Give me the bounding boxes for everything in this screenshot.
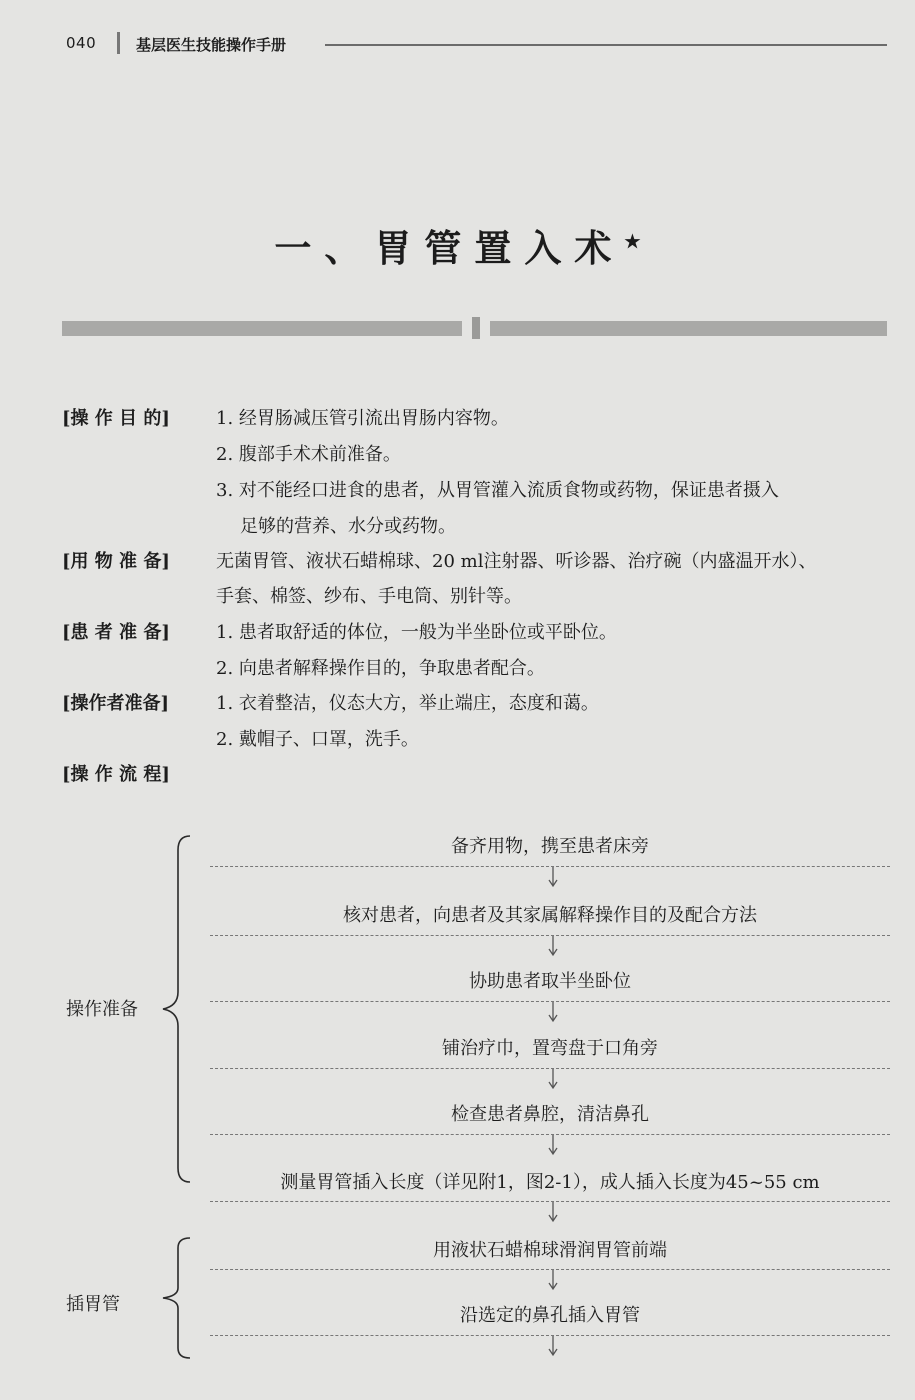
materials-label: [用 物 准 备] bbox=[62, 551, 170, 572]
flow-step: 检查患者鼻腔，清洁鼻孔 bbox=[451, 1104, 649, 1125]
flow-step: 备齐用物，携至患者床旁 bbox=[451, 836, 649, 857]
arrow-down-icon bbox=[547, 867, 559, 889]
arrow-down-icon bbox=[547, 936, 559, 958]
page-number: 040 bbox=[66, 34, 97, 52]
header-divider bbox=[117, 32, 120, 54]
running-title: 基层医生技能操作手册 bbox=[136, 36, 287, 54]
title-bar-right bbox=[490, 321, 887, 336]
patient-label: [患 者 准 备] bbox=[62, 622, 170, 643]
purpose-line: 1. 经胃肠减压管引流出胃肠内容物。 bbox=[216, 408, 509, 429]
flow-step: 测量胃管插入长度（详见附1，图2-1），成人插入长度为45~55 cm bbox=[280, 1172, 820, 1193]
brace-icon bbox=[160, 1236, 194, 1360]
brace-icon bbox=[160, 834, 194, 1184]
header-rule bbox=[325, 44, 887, 46]
arrow-down-icon bbox=[547, 1002, 559, 1024]
arrow-down-icon bbox=[547, 1270, 559, 1292]
patient-line: 1. 患者取舒适的体位，一般为半坐卧位或平卧位。 bbox=[216, 622, 617, 643]
flow-step: 沿选定的鼻孔插入胃管 bbox=[460, 1305, 640, 1326]
purpose-line: 2. 腹部手术术前准备。 bbox=[216, 444, 401, 465]
operator-line: 1. 衣着整洁，仪态大方，举止端庄，态度和蔼。 bbox=[216, 693, 599, 714]
title-bar-center bbox=[472, 317, 480, 339]
section-title bbox=[0, 218, 915, 272]
operator-line: 2. 戴帽子、口罩，洗手。 bbox=[216, 729, 419, 750]
star-mark: ★ bbox=[624, 231, 641, 253]
purpose-line: 3. 对不能经口进食的患者，从胃管灌入流质食物或药物，保证患者摄入 bbox=[216, 480, 779, 501]
title-bar-left bbox=[62, 321, 462, 336]
arrow-down-icon bbox=[547, 1135, 559, 1157]
flow-group-label: 操作准备 bbox=[66, 999, 138, 1020]
flow-step: 核对患者，向患者及其家属解释操作目的及配合方法 bbox=[343, 905, 757, 926]
materials-line: 手套、棉签、纱布、手电筒、别针等。 bbox=[216, 586, 522, 607]
materials-line: 无菌胃管、液状石蜡棉球、20 ml注射器、听诊器、治疗碗（内盛温开水）、 bbox=[216, 551, 817, 572]
process-label: [操 作 流 程] bbox=[62, 764, 170, 785]
purpose-label: [操 作 目 的] bbox=[62, 408, 170, 429]
arrow-down-icon bbox=[547, 1069, 559, 1091]
arrow-down-icon bbox=[547, 1336, 559, 1358]
purpose-line: 足够的营养、水分或药物。 bbox=[240, 516, 456, 537]
arrow-down-icon bbox=[547, 1202, 559, 1224]
flow-step: 铺治疗巾，置弯盘于口角旁 bbox=[442, 1038, 658, 1059]
operator-label: [操作者准备] bbox=[62, 693, 170, 714]
flow-group-label: 插胃管 bbox=[66, 1294, 120, 1315]
section-title-text: 一、胃管置入术 bbox=[274, 226, 625, 270]
patient-line: 2. 向患者解释操作目的，争取患者配合。 bbox=[216, 658, 545, 679]
flow-step: 用液状石蜡棉球滑润胃管前端 bbox=[433, 1240, 667, 1261]
flow-step: 协助患者取半坐卧位 bbox=[469, 971, 631, 992]
